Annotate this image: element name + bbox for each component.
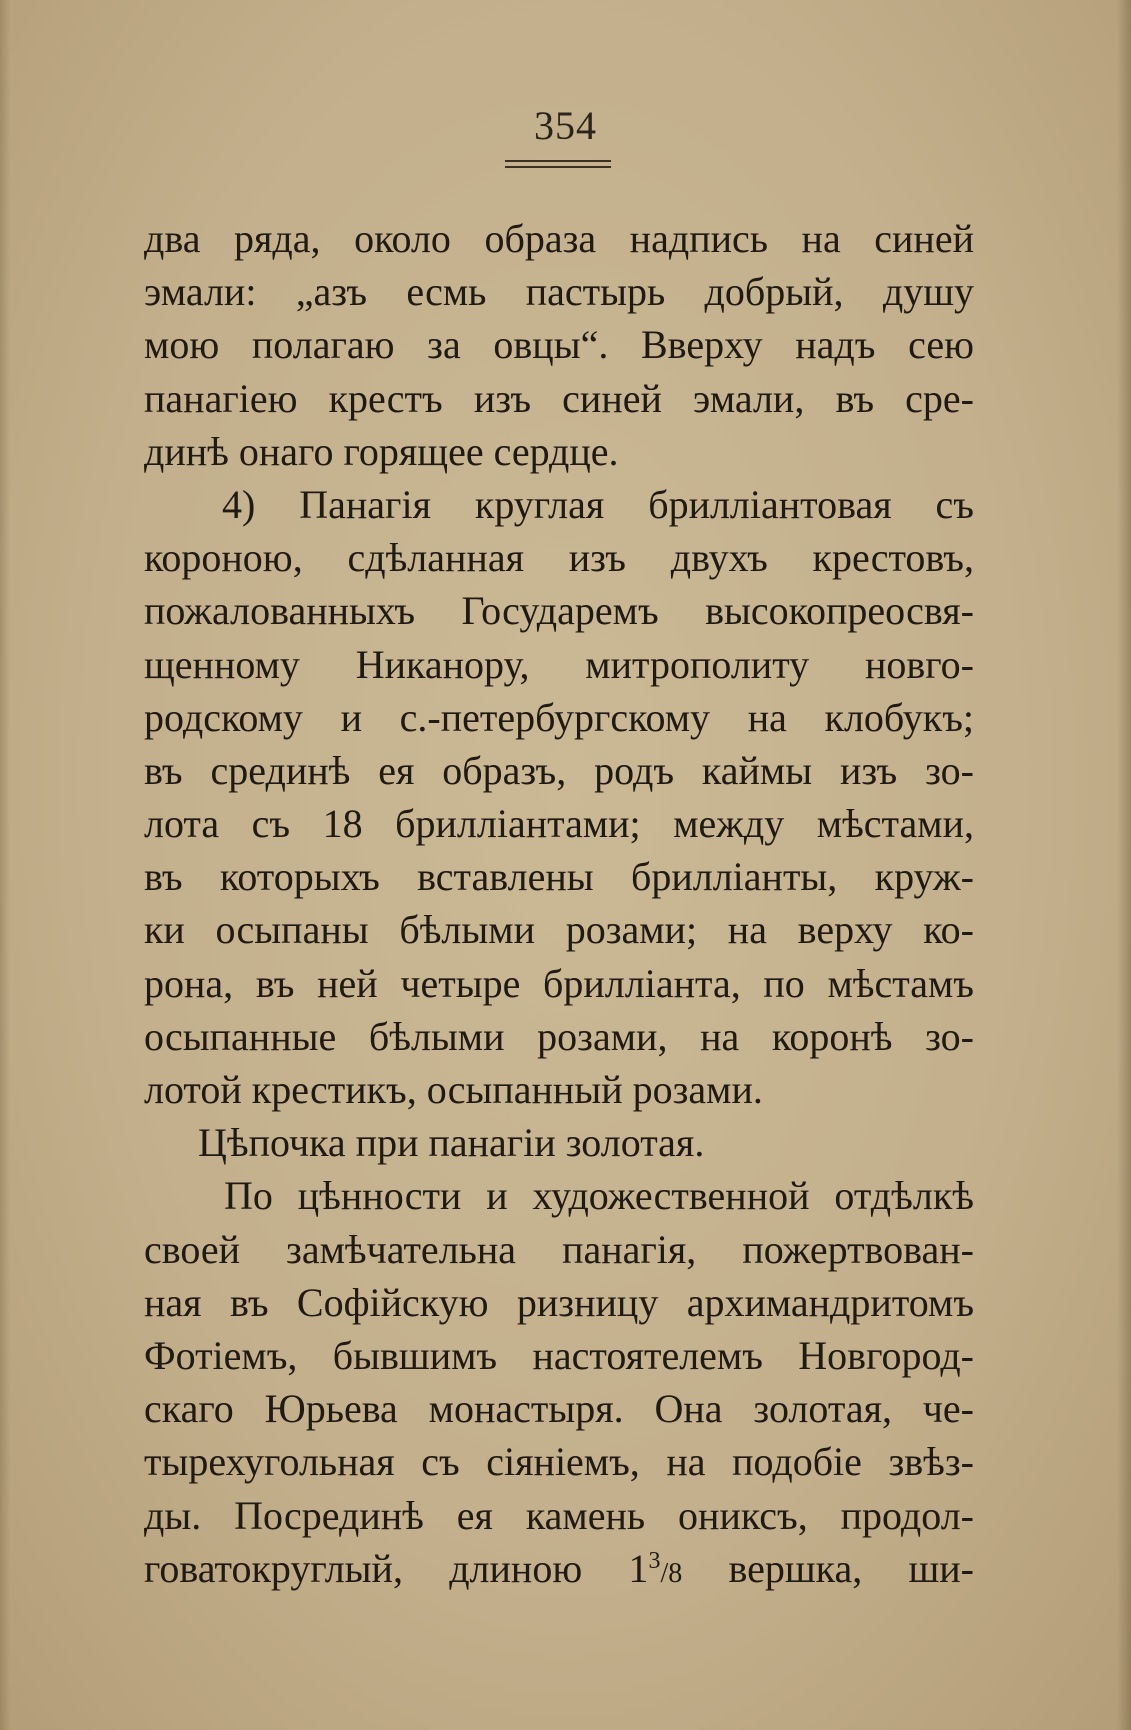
text-fragment: вершка, ши-	[682, 1545, 974, 1591]
text-line: два ряда, около образа надпись на синей	[144, 216, 974, 261]
text-line: рона, въ ней четыре брилліанта, по мѣстамъ	[144, 960, 974, 1006]
header-rule-top	[505, 160, 611, 162]
text-line: лота съ 18 брилліантами; между мѣстами,	[144, 801, 974, 847]
text-line: динѣ онаго горящее сердце.	[144, 428, 619, 474]
paragraph-start-line: 4) Панагія круглая брилліантовая съ	[222, 481, 974, 527]
text-line: въ которыхъ вставлены брилліанты, круж-	[144, 854, 974, 900]
text-line: ная въ Софійскую ризницу архимандритомъ	[144, 1279, 974, 1325]
paragraph-start-line: Цѣпочка при панагіи золотая.	[198, 1120, 705, 1166]
text-line: ки осыпаны бѣлыми розами; на верху ко-	[144, 907, 974, 953]
text-line: ды. Посрединѣ ея камень ониксъ, продол-	[144, 1492, 974, 1538]
header-rule-bottom	[505, 166, 611, 168]
paragraph-start-line: По цѣнности и художественной отдѣлкѣ	[224, 1173, 974, 1219]
text-line: панагіею крестъ изъ синей эмали, въ сре-	[144, 375, 974, 421]
text-line: скаго Юрьева монастыря. Она золотая, че-	[144, 1386, 974, 1432]
text-line	[144, 1542, 974, 1595]
text-line: осыпанные бѣлыми розами, на коронѣ зо-	[144, 1013, 974, 1059]
fraction-denominator: /8	[660, 1557, 683, 1589]
text-line: эмали: „азъ есмь пастырь добрый, душу	[144, 269, 974, 315]
text-line: тырехугольная съ сіяніемъ, на подобіе звѣз-	[144, 1439, 974, 1485]
text-line: пожалованныхъ Государемъ высокопреосвя-	[144, 588, 974, 634]
text-line: щенному Никанору, митрополиту новго-	[144, 641, 974, 687]
page-edge-right	[1117, 0, 1131, 1730]
text-line: своей замѣчательна панагія, пожертвован-	[144, 1226, 974, 1272]
body-text	[144, 212, 974, 1595]
text-line: лотой крестикъ, осыпанный розами.	[144, 1067, 763, 1112]
text-line: въ срединѣ ея образъ, родъ каймы изъ зо-	[144, 747, 974, 793]
fraction-numerator: 3	[648, 1547, 661, 1574]
text-line: родскому и с.-петербургскому на клобукъ;	[144, 694, 974, 740]
text-fragment: говатокруглый, длиною 1	[144, 1545, 649, 1591]
page-number: 354	[534, 103, 597, 148]
text-line: короною, сдѣланная изъ двухъ крестовъ,	[144, 535, 974, 581]
text-line: Фотіемъ, бывшимъ настоятелемъ Новгород-	[144, 1332, 974, 1378]
page-edge-left	[0, 0, 10, 1730]
text-line: мою полагаю за овцы“. Вверху надъ сею	[144, 322, 974, 368]
